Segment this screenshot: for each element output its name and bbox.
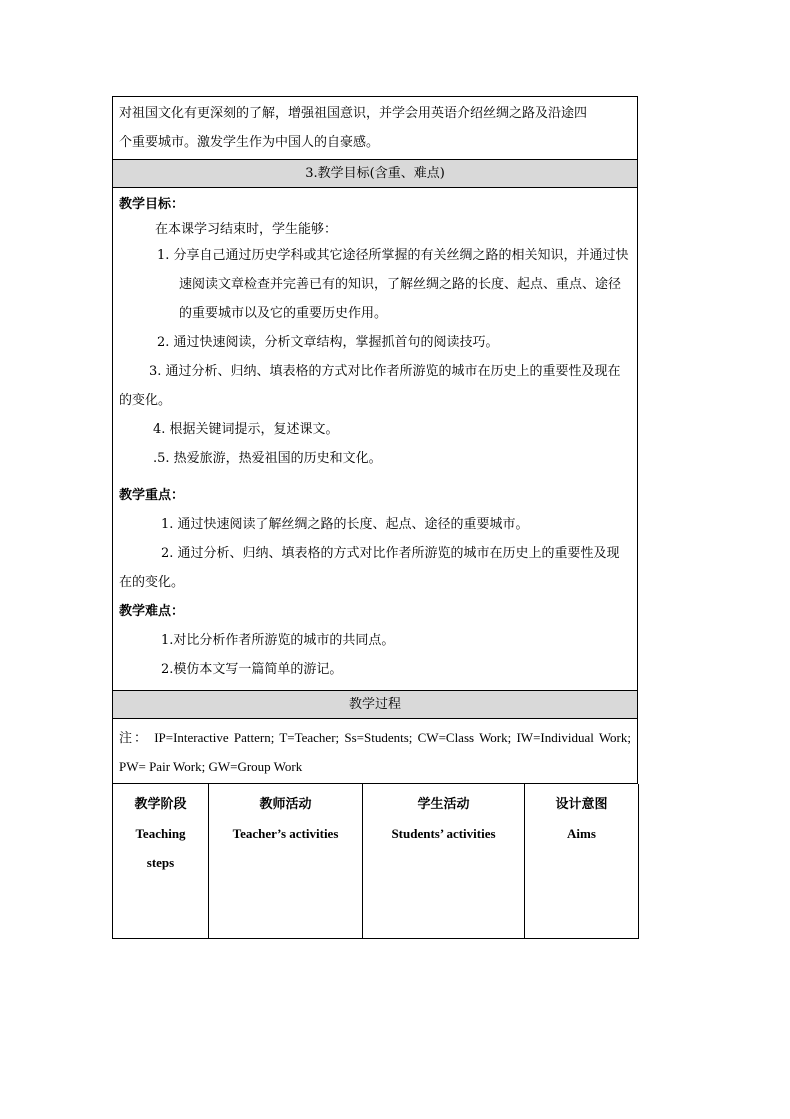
objectives-heading: 教学目标：: [119, 197, 185, 212]
objective-item-3: 3. 通过分析、归纳、填表格的方式对比作者所游览的城市在历史上的重要性及现在的变化。: [119, 364, 621, 408]
column-cn-label: 设计意图: [555, 797, 608, 812]
column-cn-label: 教学阶段: [134, 797, 187, 812]
objective-item-1: 1. 分享自己通过历史学科或其它途径所掌握的有关丝绸之路的相关知识，并通过快速阅读文章检查并完善已有的知识，了解丝绸之路的长度、起点、重点、途径的重要城市以及它的重要历史作用。: [157, 248, 629, 321]
objectives-band: 3.教学目标(含重、难点): [112, 160, 638, 188]
intro-cell: [112, 96, 638, 160]
table-header-row: [113, 784, 639, 938]
process-table: [112, 784, 639, 939]
intro-line-1: 对祖国文化有更深刻的了解，增强祖国意识，并学会用英语介绍丝绸之路及沿途四: [119, 106, 588, 121]
column-teaching-steps: [113, 784, 209, 938]
column-en-label: Teaching steps: [135, 826, 186, 870]
process-band: 教学过程: [112, 691, 638, 719]
lesson-plan-document: [112, 96, 638, 939]
key-point-item-1: 1. 通过快速阅读了解丝绸之路的长度、起点、途径的重要城市。: [161, 517, 529, 532]
column-student-activities: [363, 784, 525, 938]
difficult-point-item-1: 1.对比分析作者所游览的城市的共同点。: [161, 633, 395, 648]
column-en-label: Students’ activities: [391, 826, 496, 841]
column-en-label: Teacher’s activities: [232, 826, 339, 841]
column-cn-label: 学生活动: [417, 797, 470, 812]
key-points-heading: 教学重点：: [119, 488, 185, 503]
column-en-label: Aims: [567, 826, 596, 841]
column-teacher-activities: [209, 784, 363, 938]
objectives-lead: 在本课学习结束时，学生能够：: [155, 222, 338, 237]
objective-item-2: 2. 通过快速阅读，分析文章结构，掌握抓首句的阅读技巧。: [157, 335, 499, 350]
intro-line-2: 个重要城市。激发学生作为中国人的自豪感。: [119, 135, 380, 150]
objective-item-5: .5. 热爱旅游，热爱祖国的历史和文化。: [153, 451, 382, 466]
abbreviation-note: 注： IP=Interactive Pattern; T=Teacher; Ss=Students; CW=Class Work; IW=Individual Work; PW= Pair Work; GW=Group Work: [119, 730, 631, 774]
column-cn-label: 教师活动: [259, 797, 312, 812]
difficult-point-item-2: 2.模仿本文写一篇简单的游记。: [161, 662, 343, 677]
key-point-item-2: 2. 通过分析、归纳、填表格的方式对比作者所游览的城市在历史上的重要性及现在的变化。: [119, 546, 620, 590]
objective-item-4: 4. 根据关键词提示，复述课文。: [153, 422, 339, 437]
abbreviation-note-cell: [112, 719, 638, 784]
difficult-points-heading: 教学难点：: [119, 604, 185, 619]
column-aims: [525, 784, 639, 938]
objectives-cell: [112, 188, 638, 691]
